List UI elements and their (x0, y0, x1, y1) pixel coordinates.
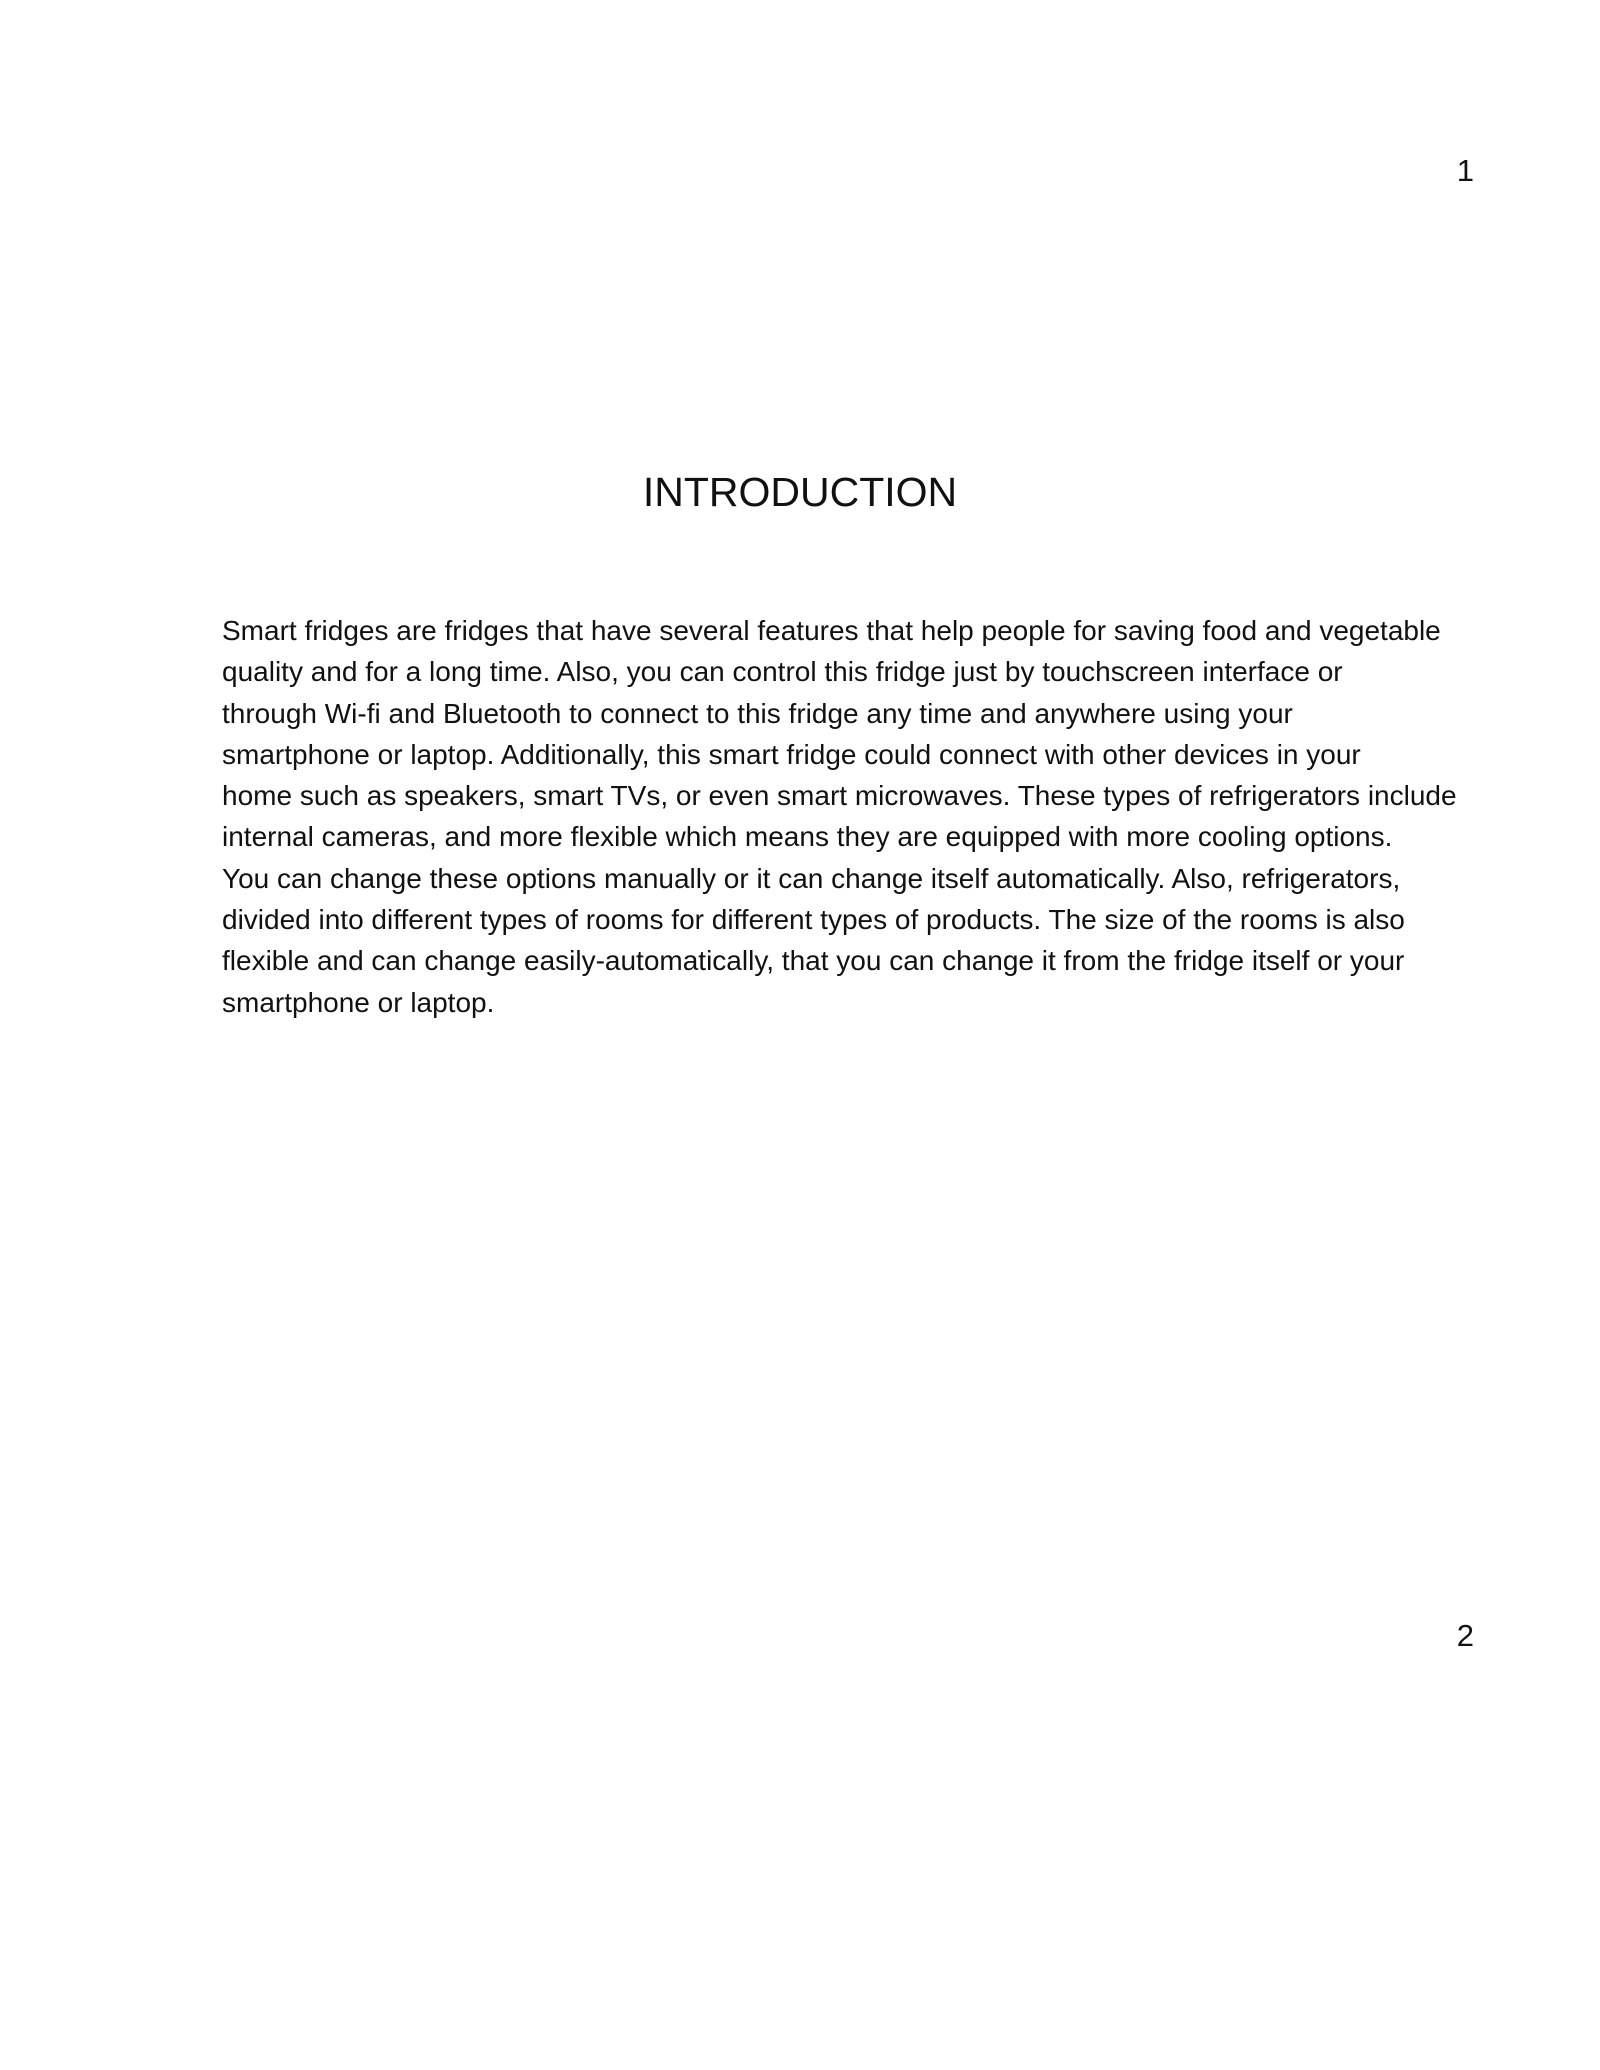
paragraph-line: home such as speakers, smart TVs, or even smart microwaves. These types of refrigerators include (222, 780, 1457, 812)
paragraph-line: divided into different types of rooms for different types of products. The size of the rooms is also (222, 904, 1405, 936)
paragraph-line: internal cameras, and more flexible which means they are equipped with more cooling options. (222, 821, 1393, 853)
paragraph-line: through Wi-fi and Bluetooth to connect to this fridge any time and anywhere using your (222, 697, 1293, 729)
section-title: INTRODUCTION (642, 469, 958, 515)
paragraph-line: quality and for a long time. Also, you can control this fridge just by touchscreen interface or (222, 656, 1343, 688)
paragraph-line: smartphone or laptop. (222, 986, 495, 1018)
page-number: 1 (1456, 153, 1474, 188)
paragraph-line: You can change these options manually or it can change itself automatically. Also, refrigerators, (222, 862, 1401, 894)
paragraph-line: smartphone or laptop. Additionally, this smart fridge could connect with other devices in your (222, 738, 1361, 770)
page-number: 2 (1456, 1618, 1474, 1653)
paragraph-line: Smart fridges are fridges that have several features that help people for saving food and vegetable (222, 615, 1441, 646)
paragraph-line: flexible and can change easily-automatically, that you can change it from the fridge itself or your (222, 945, 1405, 977)
body-paragraph (222, 610, 1482, 1023)
